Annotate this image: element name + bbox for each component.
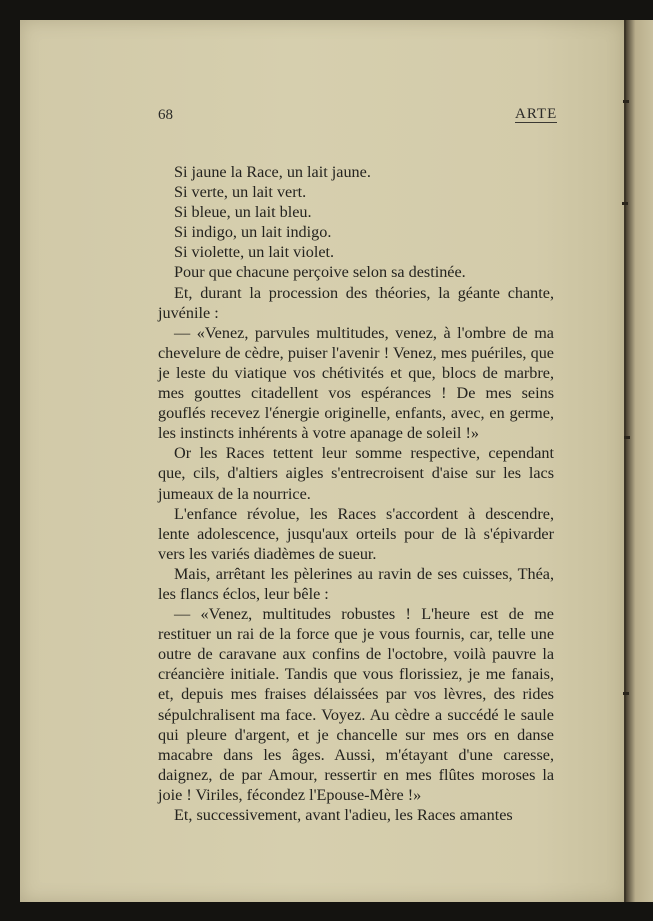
verse-line: Si verte, un lait vert. bbox=[174, 183, 307, 202]
verse-line: Pour que chacune perçoive selon sa destinée. bbox=[174, 263, 466, 282]
verse-line: Si violette, un lait violet. bbox=[174, 243, 335, 262]
verse-line: Si bleue, un lait bleu. bbox=[174, 203, 312, 222]
verse-line: Si indigo, un lait indigo. bbox=[174, 223, 332, 242]
margin-mark bbox=[624, 436, 630, 439]
page-number: 68 bbox=[158, 107, 173, 123]
adjacent-page-edge bbox=[626, 20, 653, 902]
verse-line: Si jaune la Race, un lait jaune. bbox=[174, 163, 371, 181]
paragraph: Or les Races tettent leur somme respective, cependant que, cils, d'altiers aigles s'entrecroisent d'aise sur les lacs jumeaux de la nourrice. bbox=[158, 444, 554, 503]
margin-mark bbox=[623, 692, 629, 695]
paragraph: Et, durant la procession des théories, la géante chante, juvénile : bbox=[158, 283, 554, 322]
paragraph: Et, successivement, avant l'adieu, les Races amantes bbox=[174, 806, 513, 824]
margin-mark bbox=[622, 202, 628, 205]
margin-mark bbox=[623, 100, 629, 103]
running-head: ARTE bbox=[515, 106, 558, 122]
paragraph: L'enfance révolue, les Races s'accordent à descendre, lente adolescence, jusqu'aux orteils pour de là s'épivarder vers les variés diadèmes de sueur. bbox=[158, 504, 554, 563]
paragraph: — «Venez, multitudes robustes ! L'heure est de me restituer un rai de la force que je vous fournis, car, telle une outre de caravane aux confins de l'octobre, voilà pauvre la créancière initiale. Tandis que vous florissiez, je me fanais, et, depuis mes fraises délaissées par vos lèvres, des rides sépulchralisent ma face. Voyez. Au cèdre a succédé le saule qui pleure d'argent, et je chancelle sur mes ors en danse macabre dans les âges. Aussi, m'étayant d'une caresse, daignez, de par Amour, ressertir en mes flûtes moroses la joie ! Viriles, fécondez l'Epouse-Mère !» bbox=[158, 605, 554, 804]
paragraph: — «Venez, parvules multitudes, venez, à l'ombre de ma chevelure de cèdre, puiser l'avenir ! Venez, mes puériles, que je leste du viatique vos chétivités et que, blocs de marbre, mes gouttes citadellent vos espérances ! De mes seins gouflés recevez l'énergie originelle, enfants, avec, en germe, les instincts inhérents à votre apanage de soleil !» bbox=[158, 323, 554, 443]
body-text bbox=[158, 162, 554, 825]
paragraph: Mais, arrêtant les pèlerines au ravin de ses cuisses, Théa, les flancs éclos, leur bêle : bbox=[158, 564, 554, 603]
